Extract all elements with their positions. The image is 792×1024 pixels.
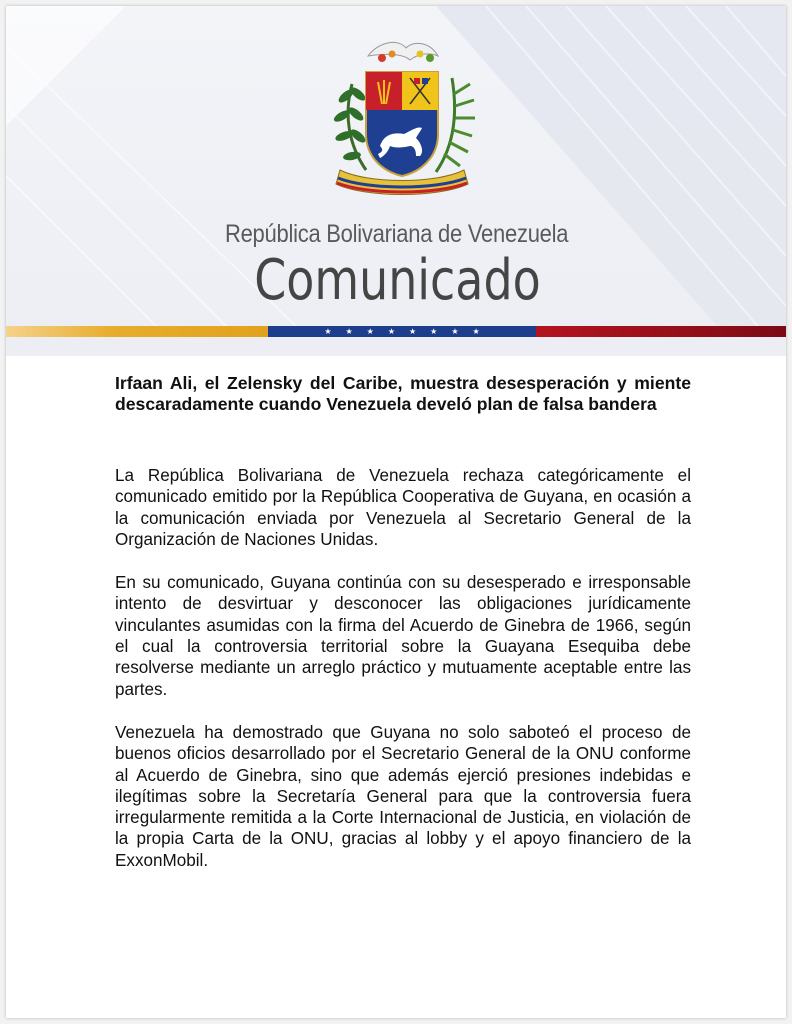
flag-stripe-red (536, 326, 786, 337)
star-icon: ★ (387, 326, 395, 336)
document-type-title: Comunicado (254, 248, 541, 313)
star-icon: ★ (345, 326, 353, 336)
star-icon: ★ (366, 326, 374, 336)
flag-stripe-blue (268, 326, 536, 337)
paragraph: Venezuela ha demostrado que Guyana no solo saboteó el proceso de buenos oficios desarrollado por el Secretario General de la ONU conforme al Acuerdo de Ginebra, sino que además ejerció presiones indebidas e ilegítimas sobre la Secretaría General para que la controversia fuera irregularmente remitida a la Corte Internacional de Justicia, en violación de la propia Carta de la ONU, gracias al lobby y el apoyo financiero de la ExxonMobil. (115, 722, 691, 870)
letterhead (6, 6, 786, 356)
paragraph: La República Bolivariana de Venezuela rechaza categóricamente el comunicado emitido por la República Cooperativa de Guyana, en ocasión a la comunicación enviada por Venezuela al Secretario General de la Organización de Naciones Unidas. (115, 466, 691, 549)
coat-of-arms-icon (318, 34, 486, 206)
star-icon: ★ (430, 326, 438, 336)
star-icon: ★ (451, 326, 459, 336)
headline: Irfaan Ali, el Zelensky del Caribe, muestra desesperación y miente descaradamente cuando Venezuela develó plan de falsa bandera (115, 373, 691, 414)
country-name: República Bolivariana de Venezuela (224, 220, 569, 248)
paragraph: En su comunicado, Guyana continúa con su desesperado e irresponsable intento de desvirtuar y desconocer las obligaciones jurídicamente vinculantes asumidas con la firma del Acuerdo de Ginebra de 1966, según el cual la controversia territorial sobre la Guayana Esequiba debe resolverse mediante un arreglo práctico y mutuamente aceptable entre las partes. (115, 573, 691, 699)
star-icon: ★ (324, 326, 332, 336)
flag-stripe (6, 326, 786, 337)
star-icon: ★ (409, 326, 417, 336)
document-body (115, 373, 691, 871)
flag-stripe-yellow (6, 326, 268, 337)
star-icon: ★ (472, 326, 480, 336)
document-page (6, 6, 786, 1018)
